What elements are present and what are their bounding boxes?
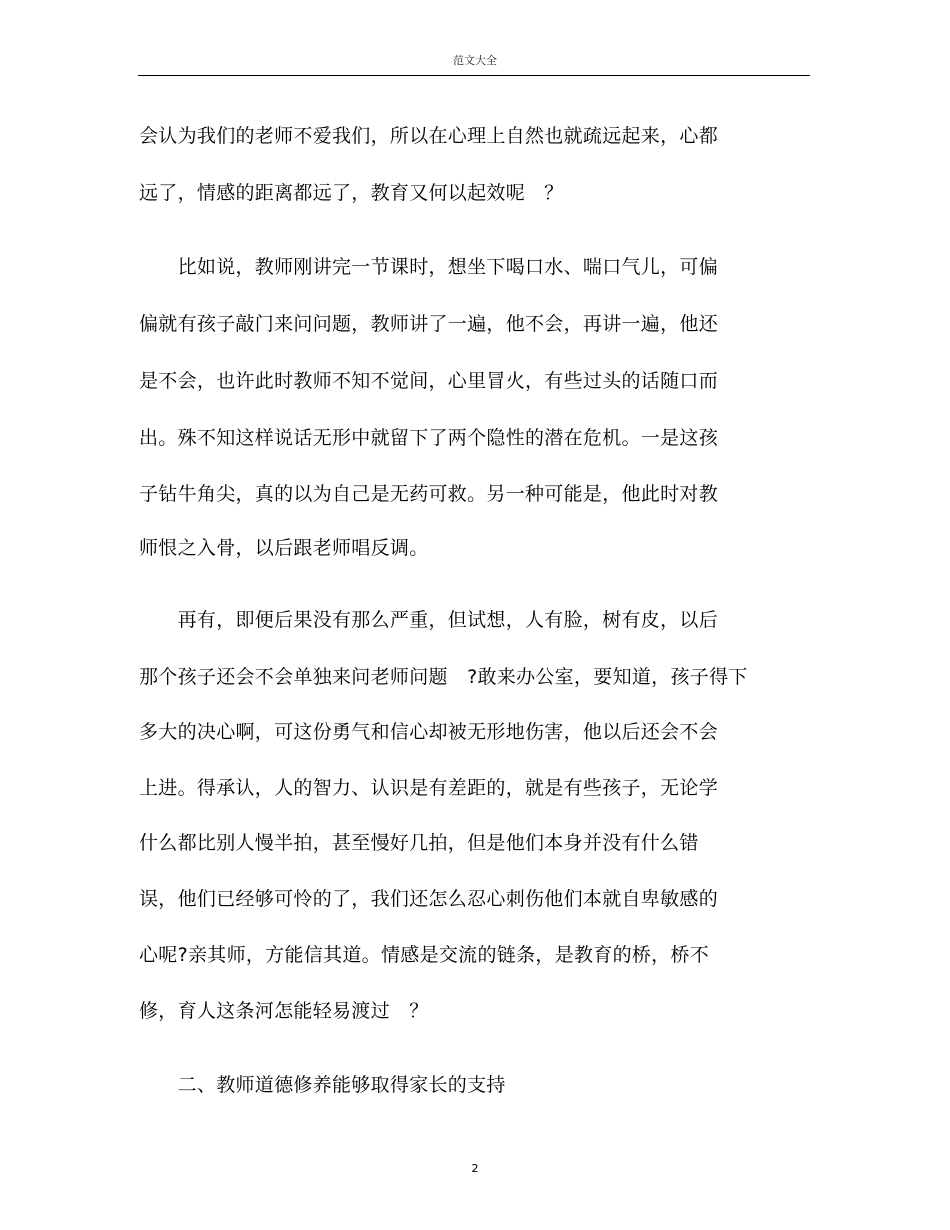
header-title: 范文大全 [453, 54, 497, 67]
text-line: 那个孩子还会不会单独来问老师问题 ?敢来办公室，要知道，孩子得下 [139, 666, 748, 688]
page-number: 2 [471, 1162, 479, 1175]
text-line: 什么都比别人慢半拍，甚至慢好几拍，但是他们本身并没有什么错 [139, 832, 699, 854]
text-line: 修，育人这条河怎能轻易渡过 ？ [139, 1000, 429, 1022]
text-line: 会认为我们的老师不爱我们，所以在心理上自然也就疏远起来，心都 [139, 125, 719, 147]
text-line: 师恨之入骨，以后跟老师唱反调。 [139, 537, 429, 559]
text-line: 偏就有孩子敲门来问问题，教师讲了一遍，他不会，再讲一遍，他还 [139, 313, 719, 335]
text-line: 上进。得承认，人的智力、认识是有差距的，就是有些孩子，无论学 [139, 777, 719, 799]
text-line: 多大的决心啊，可这份勇气和信心却被无形地伤害，他以后还会不会 [139, 721, 719, 743]
text-line: 子钻牛角尖，真的以为自己是无药可救。另一种可能是，他此时对教 [139, 483, 719, 505]
header-divider [138, 75, 810, 76]
text-line: 远了，情感的距离都远了，教育又何以起效呢 ？ [139, 182, 564, 204]
text-line: 出。殊不知这样说话无形中就留下了两个隐性的潜在危机。一是这孩 [139, 427, 719, 449]
text-line: 是不会，也许此时教师不知不觉间，心里冒火，有些过头的话随口而 [139, 370, 719, 392]
text-line: 再有，即便后果没有那么严重，但试想，人有脸，树有皮，以后 [139, 609, 719, 631]
text-line: 心呢?亲其师，方能信其道。情感是交流的链条，是教育的桥，桥不 [139, 944, 710, 966]
section-heading: 二、教师道德修养能够取得家长的支持 [139, 1074, 506, 1096]
text-line: 比如说，教师刚讲完一节课时，想坐下喝口水、喘口气儿，可偏 [139, 256, 719, 278]
text-line: 误，他们已经够可怜的了，我们还怎么忍心刺伤他们本就自卑敏感的 [139, 888, 719, 910]
